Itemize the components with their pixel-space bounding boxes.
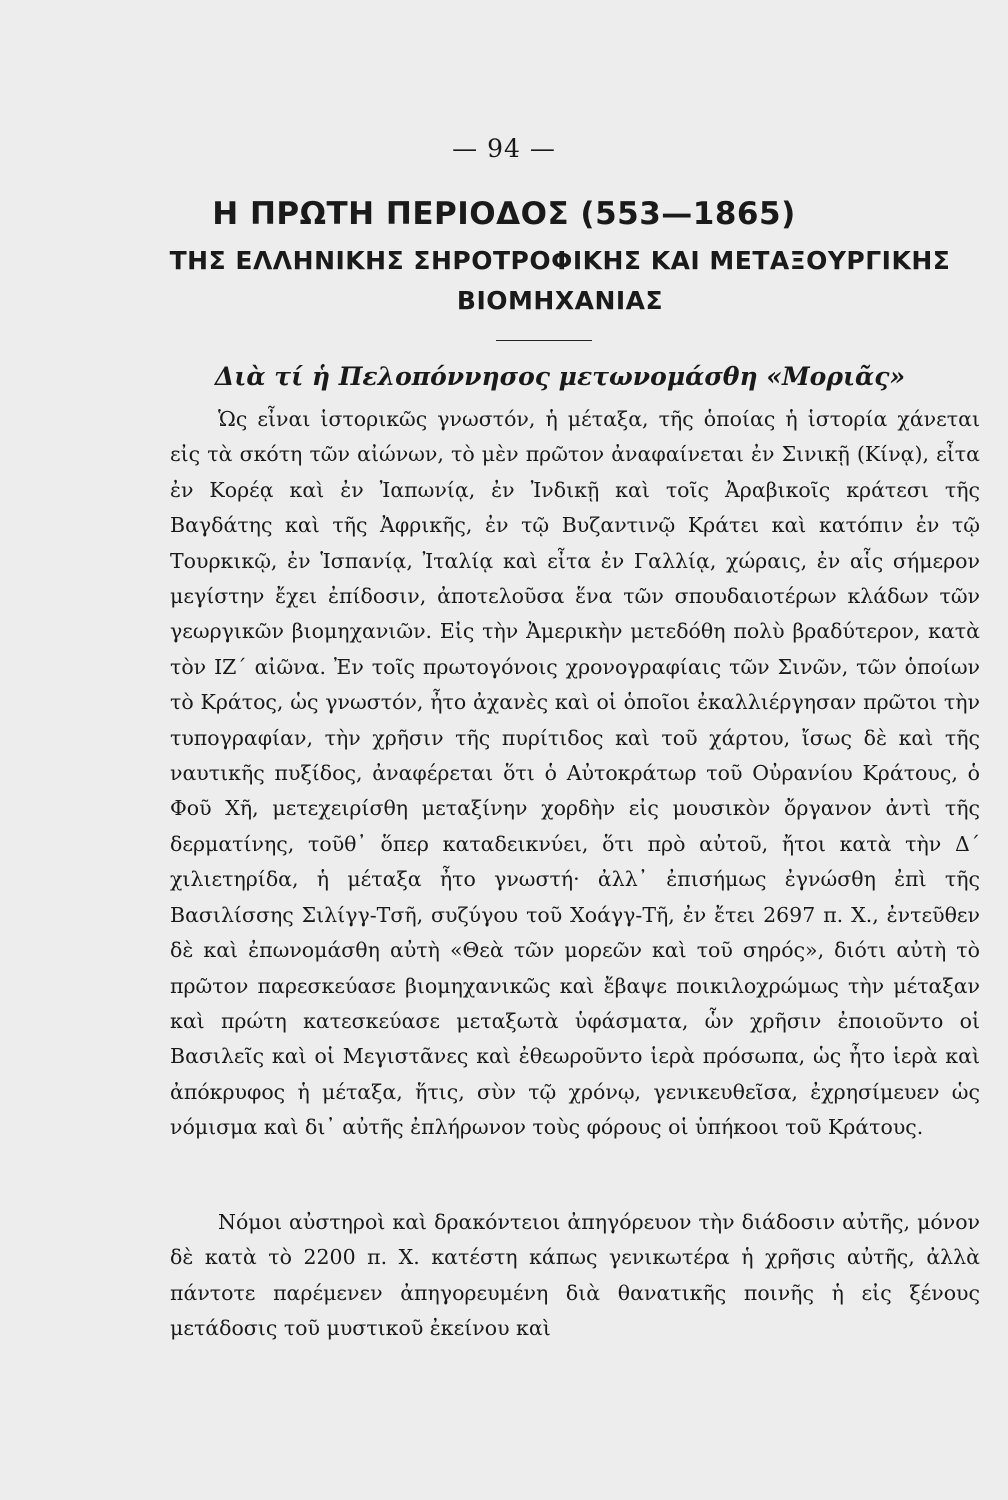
chapter-title: Η ΠΡΩΤΗ ΠΕΡΙΟΔΟΣ (553—1865): [212, 196, 796, 232]
body-paragraph-2: Νόμοι αὐστηροὶ καὶ δρακόντειοι ἀπηγόρευον τὴν διάδοσιν αὐτῆς, μόνον δὲ κατὰ τὸ 2200 π. Χ. κατέστη κάπως γενικωτέρα ἡ χρῆσις αὐτῆς, ἀλλὰ πάντοτε παρέμενεν ἀπηγορευμένη διὰ θανατικῆς ποινῆς ἡ εἰς ξένους μετάδοσις τοῦ μυστικοῦ ἐκείνου καὶ: [170, 1210, 980, 1341]
chapter-subtitle-line-2: ΒΙΟΜΗΧΑΝΙΑΣ: [456, 286, 664, 315]
page-number: — 94 —: [452, 134, 556, 163]
title-divider: [496, 340, 592, 341]
chapter-subtitle-line-1: ΤΗΣ ΕΛΛΗΝΙΚΗΣ ΣΗΡΟΤΡΟΦΙΚΗΣ ΚΑΙ ΜΕΤΑΞΟΥΡΓΙΚΗΣ: [169, 246, 951, 275]
section-heading: Διὰ τί ἡ Πελοπόννησος μετωνομάσθη «Μοριᾶς»: [214, 362, 906, 391]
body-paragraph-1: Ὡς εἶναι ἱστορικῶς γνωστόν, ἡ μέταξα, τῆς ὁποίας ἡ ἱστορία χάνεται εἰς τὰ σκότη τῶν αἰώνων, τὸ μὲν πρῶτον ἀναφαίνεται ἐν Σινικῇ (Κίνᾳ), εἶτα ἐν Κορέᾳ καὶ ἐν Ἰαπωνίᾳ, ἐν Ἰνδικῇ καὶ τοῖς Ἀραβικοῖς κράτεσι τῆς Βαγδάτης καὶ τῆς Ἀφρικῆς, ἐν τῷ Βυζαντινῷ Κράτει καὶ κατόπιν ἐν τῷ Τουρκικῷ, ἐν Ἱσπανίᾳ, Ἰταλίᾳ καὶ εἶτα ἐν Γαλλίᾳ, χώραις, ἐν αἷς σήμερον μεγίστην ἔχει ἐπίδοσιν, ἀποτελοῦσα ἕνα τῶν σπουδαιοτέρων κλάδων τῶν γεωργικῶν βιομηχανιῶν. Εἰς τὴν Ἀμερικὴν μετεδόθη πολὺ βραδύτερον, κατὰ τὸν ΙΖ΄ αἰῶνα. Ἐν τοῖς πρωτογόνοις χρονογραφίαις τῶν Σινῶν, τῶν ὁποίων τὸ Κράτος, ὡς γνωστόν, ἦτο ἀχανὲς καὶ οἱ ὁποῖοι ἐκαλλιέργησαν πρῶτοι τὴν τυπογραφίαν, τὴν χρῆσιν τῆς πυρίτιδος καὶ τοῦ χάρτου, ἴσως δὲ καὶ τῆς ναυτικῆς πυξίδος, ἀναφέρεται ὅτι ὁ Αὐτοκράτωρ τοῦ Οὐρανίου Κράτους, ὁ Φοῦ Χῆ, μετεχειρίσθη μεταξίνην χορδὴν εἰς μουσικὸν ὄργανον ἀντὶ τῆς δερματίνης, τοῦθ᾽ ὅπερ καταδεικνύει, ὅτι πρὸ αὐτοῦ, ἤτοι κατὰ τὴν Δ΄ χιλιετηρίδα, ἡ μέταξα ἦτο γνωστή· ἀλλ᾽ ἐπισήμως ἐγνώσθη ἐπὶ τῆς Βασιλίσσης Σιλίγγ-Τσῆ, συζύγου τοῦ Χοάγγ-Τῆ, ἐν ἔτει 2697 π. Χ., ἐντεῦθεν δὲ καὶ ἐπωνομάσθη αὐτὴ «Θεὰ τῶν μορεῶν καὶ τοῦ σηρός», διότι αὐτὴ τὸ πρῶτον παρεσκεύασε βιομηχανικῶς καὶ ἔβαψε ποικιλοχρώμως τὴν μέταξαν καὶ πρώτη κατεσκεύασε μεταξωτὰ ὑφάσματα, ὧν χρῆσιν ἐποιοῦντο οἱ Βασιλεῖς καὶ οἱ Μεγιστᾶνες καὶ ἐθεωροῦντο ἱερὰ πρόσωπα, ὡς ἦτο ἱερὰ καὶ ἀπόκρυφος ἡ μέταξα, ἥτις, σὺν τῷ χρόνῳ, γενικευθεῖσα, ἐχρησίμευεν ὡς νόμισμα καὶ δι᾽ αὐτῆς ἐπλήρωνον τοὺς φόρους οἱ ὑπήκοοι τοῦ Κράτους.: [170, 407, 980, 1140]
